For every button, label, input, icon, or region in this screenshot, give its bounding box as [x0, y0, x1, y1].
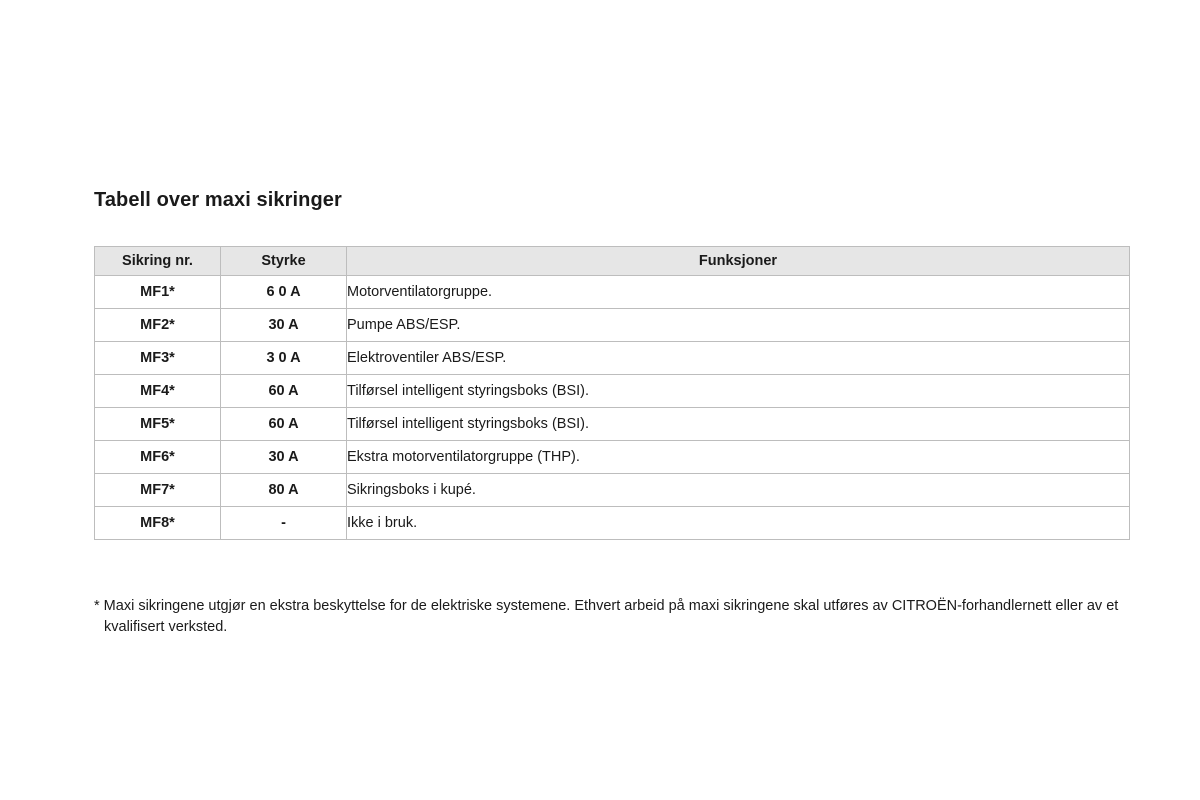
- fuse-function-cell: Tilførsel intelligent styringsboks (BSI).: [347, 375, 1130, 408]
- page-title: Tabell over maxi sikringer: [94, 189, 342, 211]
- fuse-function-cell: Tilførsel intelligent styringsboks (BSI).: [347, 408, 1130, 441]
- table-header-row: [95, 247, 1130, 276]
- fuse-rating-cell: -: [221, 507, 347, 540]
- fuse-function-cell: Ekstra motorventilatorgruppe (THP).: [347, 441, 1130, 474]
- table-row: [95, 408, 1130, 441]
- table-row: [95, 375, 1130, 408]
- fuse-function-cell: Pumpe ABS/ESP.: [347, 309, 1130, 342]
- table-row: [95, 342, 1130, 375]
- footnote: * Maxi sikringene utgjør en ekstra beskyttelse for de elektriske systemene. Ethvert arbeid på maxi sikringene skal utføres av CITROËN-forhandlernett eller av et kvalifisert verksted.: [94, 598, 1119, 635]
- maxi-fuse-table: [94, 246, 1130, 540]
- header-rating: Styrke: [221, 247, 347, 276]
- fuse-number-cell: MF6*: [95, 441, 221, 474]
- table-row: [95, 441, 1130, 474]
- fuse-function-cell: Elektroventiler ABS/ESP.: [347, 342, 1130, 375]
- fuse-number-cell: MF2*: [95, 309, 221, 342]
- fuse-function-cell: Ikke i bruk.: [347, 507, 1130, 540]
- fuse-rating-cell: 30 A: [221, 309, 347, 342]
- fuse-rating-cell: 80 A: [221, 474, 347, 507]
- fuse-number-cell: MF3*: [95, 342, 221, 375]
- fuse-number-cell: MF8*: [95, 507, 221, 540]
- table-row: [95, 276, 1130, 309]
- table-row: [95, 309, 1130, 342]
- fuse-number-cell: MF5*: [95, 408, 221, 441]
- header-fuse-number: Sikring nr.: [95, 247, 221, 276]
- fuse-number-cell: MF7*: [95, 474, 221, 507]
- fuse-function-cell: Motorventilatorgruppe.: [347, 276, 1130, 309]
- fuse-number-cell: MF1*: [95, 276, 221, 309]
- table-row: [95, 507, 1130, 540]
- fuse-rating-cell: 60 A: [221, 408, 347, 441]
- fuse-function-cell: Sikringsboks i kupé.: [347, 474, 1130, 507]
- fuse-rating-cell: 30 A: [221, 441, 347, 474]
- fuse-rating-cell: 60 A: [221, 375, 347, 408]
- fuse-number-cell: MF4*: [95, 375, 221, 408]
- fuse-rating-cell: 6 0 A: [221, 276, 347, 309]
- fuse-rating-cell: 3 0 A: [221, 342, 347, 375]
- header-functions: Funksjoner: [347, 247, 1130, 276]
- table-row: [95, 474, 1130, 507]
